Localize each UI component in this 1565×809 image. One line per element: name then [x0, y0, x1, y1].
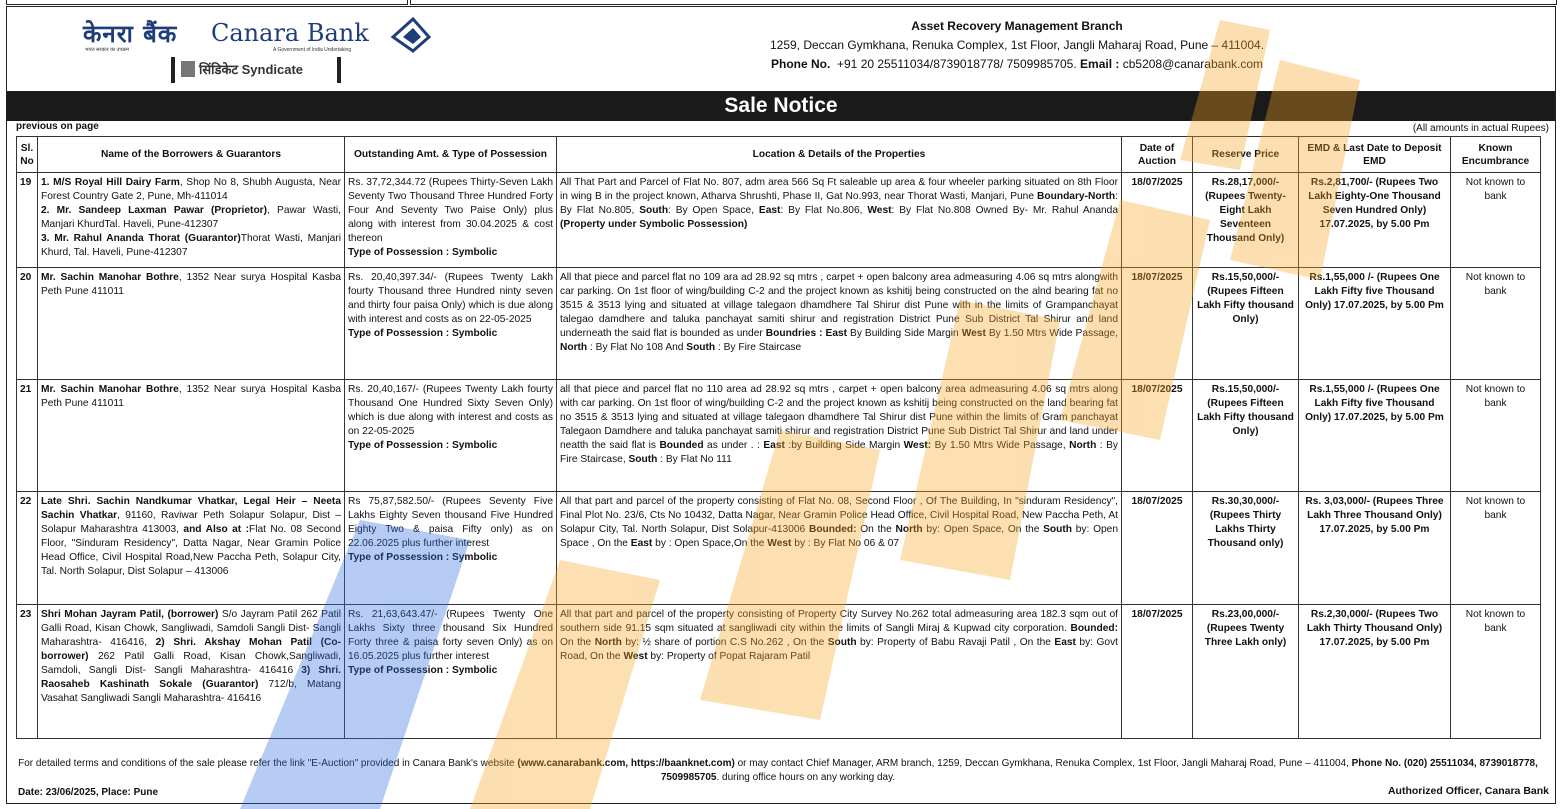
- borrower-address: Thorat Wasti, Manjari Khurd, Tal. Haveli, Pune-412307: [41, 233, 341, 258]
- cell-date: 18/07/2025: [1122, 380, 1193, 492]
- location-bold: South: [827, 637, 857, 648]
- location-text: : By Flat No.805,: [560, 191, 1118, 216]
- table-header-row: [17, 137, 1541, 173]
- cell-date: 18/07/2025: [1122, 173, 1193, 268]
- borrower-name: Mr. Sachin Manohar Bothre: [41, 272, 179, 283]
- col-header-sl: Sl. No: [17, 137, 38, 173]
- table-row: [17, 605, 1541, 739]
- borrower-address: S/o Jayram Patil 262 Patil Galli Road, Kisan Chowk, Sangliwadi, Samdoli Sangli Dist- Sangli Maharashtra- 416416,: [41, 609, 341, 648]
- location-bold: North: [560, 342, 588, 353]
- borrower-address: , Shop No 8, Shubh Augusta, Near Forest Country Gate 2, Pune, Mh-411014: [41, 177, 341, 202]
- location-bold: (Property under Symbolic Possession): [560, 219, 748, 230]
- location-text: By Building Side Margin: [847, 328, 962, 339]
- outstanding-amount: Rs. 37,72,344.72 (Rupees Thirty-Seven Lakh Seventy Two Thousand Three Hundred Forty Four And Seventy Two Paise Only) plus along with interest from 30.04.2025 & cost thereon: [348, 177, 553, 244]
- location-bold: Bounded: [659, 440, 704, 451]
- borrower-address: , 91160, Raviwar Peth Solapur Solapur, Dist – Solapur Maharashtra 413003,: [41, 510, 341, 535]
- possession-type: Type of Possession : Symbolic: [348, 247, 498, 258]
- table-row: [17, 173, 1541, 268]
- cell-emd: Rs.1,55,000 /- (Rupees One Lakh Fifty five Thousand Only) 17.07.2025, by 5.00 Pm: [1299, 380, 1451, 492]
- borrower-address: Flat No. 08 Second Floor, "Sinduram Residency", Datta Nagar, Near Gramin Police Head Office, Civil Hospital Road,New Paccha Peth, Solapur City, Tal. North Solapur, Dist Solapur – 413006: [41, 524, 341, 577]
- logo-tagline-english: A Government of India Undertaking: [273, 47, 352, 53]
- location-text: :by Building Side Margin: [784, 440, 904, 451]
- borrower-address: 712/b, Matang Vasahat Sangliwadi Sangli Maharashtra- 416416: [41, 679, 341, 704]
- cell-outstanding: [345, 492, 557, 605]
- location-text: By 1.50 Mtrs Wide Passage,: [985, 328, 1119, 339]
- col-header-encumbrance: Known Encumbrance: [1451, 137, 1541, 173]
- outstanding-amount: Rs. 20,40,167/- (Rupees Twenty Lakh fourty Thousand One Hundred Sixty Seven Only) which is due along with interest and costs as on 22-05-2025: [348, 384, 553, 437]
- cell-date: 18/07/2025: [1122, 492, 1193, 605]
- phone-value: +91 20 25511034/8739018778/ 7509985705.: [837, 57, 1077, 71]
- location-text: On the: [560, 637, 595, 648]
- terms-note: [18, 757, 1538, 785]
- borrower-address: , Pawar Wasti, Manjari KhurdTal. Haveli, Pune-412307: [41, 205, 341, 230]
- location-bold: East: [763, 440, 785, 451]
- location-bold: North: [594, 637, 622, 648]
- cell-emd: Rs.2,30,000/- (Rupees Two Lakh Thirty Thousand Only) 17.07.2025, by 5.00 Pm: [1299, 605, 1451, 739]
- cell-emd: Rs.2,81,700/- (Rupees Two Lakh Eighty-One Thousand Seven Hundred Only) 17.07.2025, by 5.00 Pm: [1299, 173, 1451, 268]
- cell-emd: Rs.1,55,000 /- (Rupees One Lakh Fifty five Thousand Only) 17.07.2025, by 5.00 Pm: [1299, 268, 1451, 380]
- phone-label: Phone No.: [770, 57, 831, 71]
- outstanding-amount: Rs. 20,40,397.34/- (Rupees Twenty Lakh fourty Thousand three Hundred ninty seven and thirty four paisa Only) which is due along with interest and costs as on 22-05-2025: [348, 272, 553, 325]
- email-value: cb5208@canarabank.com: [1122, 57, 1264, 71]
- location-bold: Boundary-North: [1037, 191, 1116, 202]
- borrower-name: 1. M/S Royal Hill Dairy Farm: [41, 177, 180, 188]
- cell-location: [557, 173, 1122, 268]
- date-place: Date: 23/06/2025, Place: Pune: [18, 787, 159, 798]
- col-header-emd: EMD & Last Date to Deposit EMD: [1299, 137, 1451, 173]
- borrower-name: Late Shri. Sachin Nandkumar Vhatkar, Legal Heir – Neeta Sachin Vhatkar: [41, 496, 341, 521]
- syndicate-emblem-icon: [181, 61, 195, 77]
- logo-tagline-hindi: भारत सरकार का उपक्रम: [85, 47, 130, 53]
- location-text: : By Fire Staircase: [715, 342, 802, 353]
- location-text: : By Open Space,: [668, 205, 759, 216]
- auction-table: [16, 136, 1541, 739]
- location-text: : By Flat No.808 Owned By- Mr. Rahul Ananda: [891, 205, 1118, 216]
- cell-outstanding: [345, 268, 557, 380]
- terms-text: . during office hours on any working day.: [716, 772, 896, 783]
- table-row: [17, 492, 1541, 605]
- location-bold: East: [1054, 637, 1076, 648]
- cell-outstanding: [345, 173, 557, 268]
- location-text: All that piece and parcel flat no 109 ara ad 28.92 sq mtrs , carpet + open balcony area admeasuring 4.06 sq mtrs alongwith car parking. On 1st floor of wing/building C-2 and the project known as kshitij being constructed on the alnd bearing fat no 3515 & 3513 lying and situated at village talegaon dhamdhere Tal Shirur dist Pune with in the limits of Grampanchayat talegao damdhere and taluka panchayat samiti shirur and registration District Pune Sub District Tal Shirur and land underneath the said flat is bounded as under: [560, 272, 1118, 339]
- cell-encumbrance: Not known to bank: [1451, 380, 1541, 492]
- location-text: : By Fire Staircase,: [560, 440, 1118, 465]
- borrower-name: Mr. Sachin Manohar Bothre: [41, 384, 179, 395]
- location-bold: South: [628, 454, 658, 465]
- location-text: : By Flat No 111: [657, 454, 732, 465]
- cell-reserve: Rs.28,17,000/- (Rupees Twenty-Eight Lakh Seventeen Thousand Only): [1193, 173, 1299, 268]
- cell-sl: 23: [17, 605, 38, 739]
- col-header-outstanding: Outstanding Amt. & Type of Possession: [345, 137, 557, 173]
- outstanding-amount: Rs. 21,63,643.47/- (Rupees Twenty One Lakhs Sixty three thousand Six Hundred Forty three & paisa forty seven Only) as on 16.05.2025 plus further interest: [348, 609, 553, 662]
- location-text: All That Part and Parcel of Flat No. 807, adm area 566 Sq Ft saleable up area & four wheeler parking situated on 8th Floor in wing B in the project known, Atharva Shrushti, Phase II, Gat No.993, near Thorat Wasti, Manjari, Pune: [560, 177, 1118, 202]
- location-text: all that piece and parcel flat no 110 area ad 28.92 sq mtrs , carpet + open balcony area admeasuring 4.06 sq mtrs along with car parking. On 1st floor of wing/building C-2 and the project known as kshitij being constructed on the land bearing fat no 3515 & 3513 lying and situated at village talegaon dhamdhere Tal Shirur dist Pune within the limits of Gram panchayat Talegaon Damdhere and taluka panchayat samiti shirur and registration District Pune Sub District Tal Shirur and land under neatth the said flat is: [560, 384, 1118, 451]
- location-bold: West: [961, 328, 986, 339]
- col-header-borrowers: Name of the Borrowers & Guarantors: [38, 137, 345, 173]
- cell-borrowers: [38, 605, 345, 739]
- cell-reserve: Rs.23,00,000/- (Rupees Twenty Three Lakh only): [1193, 605, 1299, 739]
- cell-encumbrance: Not known to bank: [1451, 268, 1541, 380]
- possession-type: Type of Possession : Symbolic: [348, 328, 498, 339]
- branch-details: [707, 17, 1327, 74]
- cell-sl: 20: [17, 268, 38, 380]
- location-bold: South: [686, 342, 716, 353]
- borrower-name: 2) Shri. Akshay Mohan Patil (Co-borrower): [41, 637, 341, 662]
- location-bold: East: [758, 205, 781, 216]
- cell-outstanding: [345, 605, 557, 739]
- cell-location: [557, 380, 1122, 492]
- canara-triangle-icon: [389, 17, 431, 53]
- cell-encumbrance: Not known to bank: [1451, 605, 1541, 739]
- cell-location: [557, 268, 1122, 380]
- logo-hindi-text: केनरा बैंक: [83, 19, 178, 48]
- cell-date: 18/07/2025: [1122, 605, 1193, 739]
- borrower-name: 3. Mr. Rahul Ananda Thorat (Guarantor): [41, 233, 241, 244]
- email-label: Email :: [1080, 57, 1120, 71]
- borrower-address: , 1352 Near surya Hospital Kasba Peth Pune 411011: [41, 272, 341, 297]
- cell-reserve: Rs.15,50,000/- (Rupees Fifteen Lakh Fifty thousand Only): [1193, 380, 1299, 492]
- location-bold: Bounded:: [808, 524, 857, 535]
- cell-reserve: Rs.30,30,000/- (Rupees Thirty Lakhs Thirty Thousand only): [1193, 492, 1299, 605]
- syndicate-logo: [171, 57, 341, 83]
- branch-contact: [707, 55, 1327, 74]
- cell-emd: Rs. 3,03,000/- (Rupees Three Lakh Three Thousand Only) 17.07.2025, by 5.00 Pm: [1299, 492, 1451, 605]
- location-text: by: Govt Road, On the: [560, 637, 1118, 662]
- borrower-address: , 1352 Near surya Hospital Kasba Peth Pune 411011: [41, 384, 341, 409]
- location-bold: South: [1043, 524, 1072, 535]
- cell-location: [557, 605, 1122, 739]
- previous-note: previous on page: [16, 121, 99, 132]
- contact-phones: Phone No. (020) 25511034, 8739018778, 7509985705: [660, 758, 1538, 783]
- possession-type: Type of Possession : Symbolic: [348, 552, 498, 563]
- borrower-name: 3) Shri. Raosaheb Kashinath Sokale (Guarantor): [41, 665, 341, 690]
- location-bold: Bounded:: [1070, 623, 1118, 634]
- location-text: : By Flat No.806,: [780, 205, 868, 216]
- borrower-address: 262 Patil Galli Road, Kisan Chowk,Sangliwadi, Samdoli, Sangli Dist- Sangli Maharashtra- 416416: [41, 651, 341, 676]
- location-bold: West: [767, 538, 792, 549]
- location-text: by : By Flat No 06 & 07: [791, 538, 900, 549]
- location-bold: South: [639, 205, 669, 216]
- logo-english-text: Canara Bank: [211, 19, 369, 47]
- location-bold: West:: [903, 440, 932, 451]
- col-header-location: Location & Details of the Properties: [557, 137, 1122, 173]
- terms-text: or may contact Chief Manager, ARM branch, 1259, Deccan Gymkhana, Renuka Complex, 1st Floor, Jangli Maharaj Road, Pune – 411004,: [734, 758, 1352, 769]
- cell-borrowers: [38, 380, 345, 492]
- col-header-reserve: Reserve Price: [1193, 137, 1299, 173]
- table-row: [17, 268, 1541, 380]
- location-text: By 1.50 Mtrs Wide Passage,: [931, 440, 1070, 451]
- possession-type: Type of Possession : Symbolic: [348, 440, 498, 451]
- location-text: by : Open Space,On the: [652, 538, 768, 549]
- borrower-name: Shri Mohan Jayram Patil, (borrower): [41, 609, 219, 620]
- location-text: by: Open Space , On the: [560, 524, 1118, 549]
- cell-borrowers: [38, 492, 345, 605]
- borrower-name: 2. Mr. Sandeep Laxman Pawar (Proprietor): [41, 205, 268, 216]
- borrower-name: and Also at :: [183, 524, 249, 535]
- branch-name: Asset Recovery Management Branch: [911, 19, 1123, 33]
- cell-borrowers: [38, 173, 345, 268]
- website-links: (www.canarabank.com, https://baanknet.com): [517, 758, 735, 769]
- location-text: by: Property of Popat Rajaram Patil: [647, 651, 811, 662]
- cell-borrowers: [38, 268, 345, 380]
- table-row: [17, 380, 1541, 492]
- outstanding-amount: Rs 75,87,582.50/- (Rupees Seventy Five Lakhs Eighty Seven thousand Five Hundred Eighty Two & paisa Fifty only) as on 22.06.2025 plus further interest: [348, 496, 553, 549]
- location-bold: East: [630, 538, 653, 549]
- cell-sl: 22: [17, 492, 38, 605]
- location-text: All that part and parcel of the property consisting of Flat No. 08, Second Floor , Of The Building, In "sinduram Residency", Final Plot No. 23/6, Cts No 10432, Datta Nagar, Near Gramin Police Head Office, Civil Hospital Road, New Paccha Peth, At Solapur City, Tal. North Solapur, Dist Solapur-413006: [560, 496, 1118, 535]
- syndicate-label: सिंडिकेट Syndicate: [199, 62, 304, 77]
- canara-bank-logo: [73, 15, 433, 87]
- terms-text: For detailed terms and conditions of the sale please refer the link "E-Auction" provided in Canara Bank's website: [18, 758, 518, 769]
- cell-date: 18/07/2025: [1122, 268, 1193, 380]
- signatory: Authorized Officer, Canara Bank: [1387, 785, 1549, 797]
- location-text: by: Open Space, On the: [922, 524, 1044, 535]
- location-text: as under . :: [703, 440, 764, 451]
- location-bold: North: [1069, 440, 1097, 451]
- cell-reserve: Rs.15,50,000/- (Rupees Fifteen Lakh Fifty thousand Only): [1193, 268, 1299, 380]
- cell-sl: 21: [17, 380, 38, 492]
- cell-sl: 19: [17, 173, 38, 268]
- col-header-date: Date of Auction: [1122, 137, 1193, 173]
- amount-note: (All amounts in actual Rupees): [1412, 123, 1549, 134]
- location-text: All that part and parcel of the property consisting of Property City Survey No.262 total admeasuring area 182.3 sqm out of southern side 91.15 sqm situated at sangliwadi city within the limits of Sangli Miraj & Kupwad city corporation.: [560, 609, 1118, 634]
- cell-encumbrance: Not known to bank: [1451, 173, 1541, 268]
- location-text: by: ½ share of portion C.S No.262 , On the: [621, 637, 828, 648]
- location-bold: West: [623, 651, 648, 662]
- location-bold: North: [895, 524, 923, 535]
- possession-type: Type of Possession : Symbolic: [348, 665, 498, 676]
- cell-outstanding: [345, 380, 557, 492]
- cell-location: [557, 492, 1122, 605]
- location-bold: West: [867, 205, 892, 216]
- cell-encumbrance: Not known to bank: [1451, 492, 1541, 605]
- location-bold: Boundries : East: [765, 328, 848, 339]
- branch-address: 1259, Deccan Gymkhana, Renuka Complex, 1st Floor, Jangli Maharaj Road, Pune – 411004.: [769, 38, 1265, 52]
- location-text: by: Property of Babu Ravaji Patil , On the: [856, 637, 1055, 648]
- location-text: : By Flat No 108 And: [587, 342, 687, 353]
- location-text: On the: [856, 524, 896, 535]
- notice-header: [7, 7, 1555, 89]
- notice-title: Sale Notice: [7, 91, 1555, 121]
